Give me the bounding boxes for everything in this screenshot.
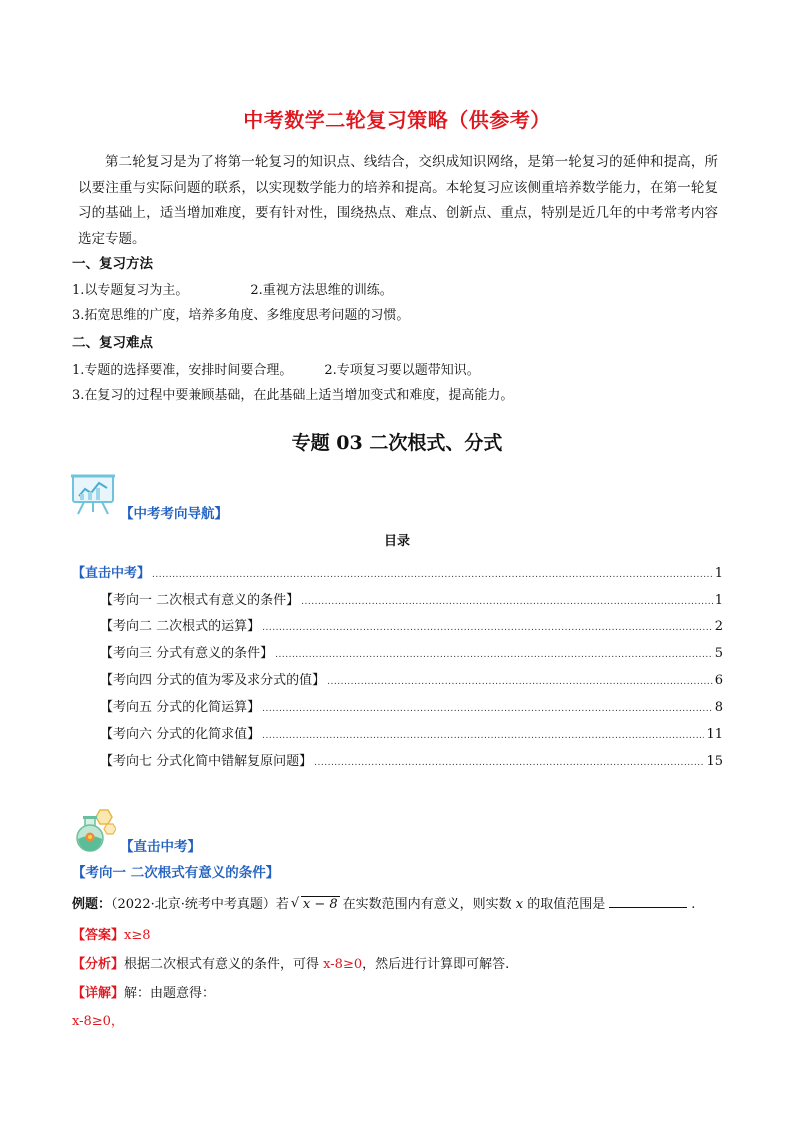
- example-source: （2022·北京·统考中考真题）若: [111, 897, 289, 912]
- toc-page-number: 6: [714, 673, 723, 688]
- detail-text: 解：由题意得：: [124, 986, 216, 1001]
- topic-title: 专题 03 二次根式、分式: [291, 432, 503, 454]
- toc-entry-label: 【直击中考】: [72, 566, 151, 581]
- methods-line-1: [72, 279, 393, 298]
- toc-entry[interactable]: [72, 562, 723, 582]
- toc-entry[interactable]: [100, 615, 723, 635]
- solution-step: x-8≥0，: [72, 1014, 124, 1029]
- toc-leader-dots: [262, 623, 713, 633]
- toc-leader-dots: [262, 731, 704, 741]
- navigation-label: 【中考考向导航】: [120, 506, 228, 522]
- difficulties-item-1: 1.专题的选择要准，安排时间要合理。: [72, 363, 293, 378]
- toc-page-number: 1: [714, 566, 723, 581]
- page-title: 中考数学二轮复习策略（供参考）: [243, 108, 551, 132]
- toc-page-number: 8: [714, 700, 723, 715]
- example-text: 在实数范围内有意义，则实数: [342, 897, 512, 912]
- toc-entry[interactable]: [100, 669, 723, 689]
- toc-page-number: 11: [706, 727, 723, 742]
- toc-title: 目录: [383, 534, 410, 549]
- answer-line: [72, 924, 151, 943]
- difficulties-item-2: 2.专项复习要以题带知识。: [324, 363, 480, 378]
- toc-page-number: 15: [706, 754, 723, 769]
- toc-entry-label: 【考向六 分式的化简求值】: [100, 727, 261, 742]
- toc-leader-dots: [275, 650, 713, 660]
- intro-paragraph: 第二轮复习是为了将第一轮复习的知识点、线结合，交织成知识网络，是第一轮复习的延伸和提高，所以要注重与实际问题的联系，以实现数学能力的培养和提高。本轮复习应该侧重培养数学能力，在第一轮复习的基础上，适当增加难度，要有针对性，围绕热点、难点、创新点、重点，特别是近几年的中考常考内容选定专题。: [78, 154, 718, 247]
- toc-entry[interactable]: [100, 750, 723, 770]
- kaoxiang-1-heading: 【考向一 二次根式有意义的条件】: [72, 865, 280, 881]
- analysis-text-2: ，然后进行计算即可解答.: [362, 957, 510, 972]
- toc-entry-label: 【考向五 分式的化简运算】: [100, 700, 261, 715]
- detail-tag: 【详解】: [72, 986, 125, 1001]
- methods-item-1: 1.以专题复习为主。: [72, 283, 189, 298]
- toc-entry-label: 【考向一 二次根式有意义的条件】: [100, 593, 300, 608]
- analysis-expression: x-8≥0: [323, 957, 363, 972]
- toc-entry[interactable]: [100, 642, 723, 662]
- chemistry-flask-icon: [70, 806, 116, 856]
- analysis-line: [72, 953, 509, 972]
- direct-exam-label: 【直击中考】: [120, 839, 201, 855]
- toc-leader-dots: [152, 570, 713, 580]
- toc-entry[interactable]: [100, 723, 723, 743]
- example-text-2: 的取值范围是: [527, 897, 606, 912]
- toc-entry-label: 【考向二 二次根式的运算】: [100, 619, 261, 634]
- example-end: .: [691, 897, 696, 912]
- toc-entry-label: 【考向四 分式的值为零及求分式的值】: [100, 673, 326, 688]
- answer-tag: 【答案】: [72, 928, 125, 943]
- section-heading-difficulties: 二、复习难点: [72, 335, 153, 351]
- toc-leader-dots: [314, 758, 704, 768]
- toc-entry[interactable]: [100, 589, 723, 609]
- toc-page-number: 5: [714, 646, 723, 661]
- square-root-expression: [292, 897, 340, 912]
- toc-leader-dots: [262, 704, 713, 714]
- answer-value: x≥8: [124, 928, 151, 943]
- toc-leader-dots: [327, 677, 713, 687]
- toc-entry-label: 【考向七 分式化简中错解复原问题】: [100, 754, 313, 769]
- section-heading-methods: 一、复习方法: [72, 256, 153, 272]
- detail-line: [72, 982, 215, 1001]
- toc-leader-dots: [301, 597, 713, 607]
- methods-item-3: 3.拓宽思维的广度，培养多角度、多维度思考问题的习惯。: [72, 308, 410, 323]
- difficulties-line-1: [72, 359, 480, 378]
- toc-page-number: 2: [714, 619, 723, 634]
- difficulties-item-3: 3.在复习的过程中要兼顾基础，在此基础上适当增加变式和难度，提高能力。: [72, 388, 514, 403]
- methods-item-2: 2.重视方法思维的训练。: [250, 283, 393, 298]
- analysis-tag: 【分析】: [72, 957, 125, 972]
- presentation-board-icon: [70, 472, 116, 520]
- example-question: [72, 893, 695, 912]
- toc-page-number: 1: [714, 593, 723, 608]
- analysis-text-1: 根据二次根式有意义的条件，可得: [124, 957, 320, 972]
- toc-entry[interactable]: [100, 696, 723, 716]
- example-prefix: 例题：: [72, 897, 112, 912]
- radicand: x − 8: [302, 897, 338, 912]
- answer-blank[interactable]: [609, 895, 687, 908]
- example-variable: x: [515, 897, 524, 912]
- toc-entry-label: 【考向三 分式有意义的条件】: [100, 646, 274, 661]
